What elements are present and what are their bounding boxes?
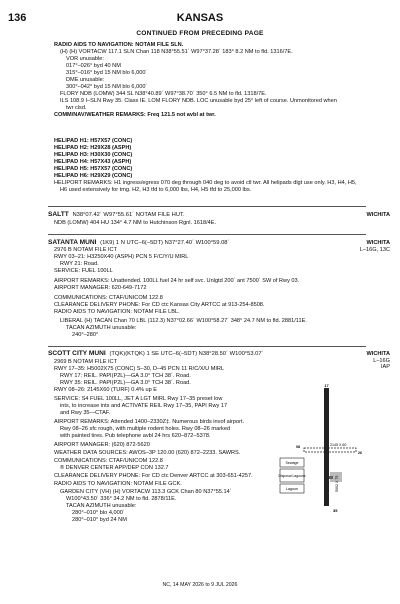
satanta-comm: COMMUNICATIONS: CTAF/UNICOM 122.8 (54, 295, 163, 301)
runway-17-35 (324, 388, 329, 506)
scott-manager: AIRPORT MANAGER: (620) 872-5620 (54, 442, 150, 448)
vor-unusable: VOR unusable: (66, 56, 104, 62)
legend-sewage: Sewage (285, 461, 299, 465)
legend-disposal: Disposal Lagoons (278, 474, 306, 478)
divider (48, 234, 366, 235)
scott-app-dep: ® DENVER CENTER APP/DEP CON 132.7 (60, 465, 169, 471)
satanta-manager: AIRPORT MANAGER: 620-649-7172 (54, 285, 147, 291)
satanta-tacan: LIBERAL (H) TACAN Chan 70 LBL (112.3) N37°02.66´ W100°58.27´ 348° 24.7 NM to fld. 2881/11E. (60, 318, 307, 324)
runway-08-26 (304, 448, 356, 452)
scott-vortac-2: W100°43.50´ 336° 34.2 NM to fld. 2878/11E. (66, 496, 177, 502)
vortac-line: (H) (H) VORTACW 117.1 SLN Chan 118 N38°55.51´ W97°37.28´ 183° 8.2 NM to fld. 1316/7E. (60, 49, 293, 55)
satanta-clearance: CLEARANCE DELIVERY PHONE: For CD ctc Kansas City ARTCC at 913-254-8508. (54, 302, 265, 308)
comm-remarks: COMM/NAV/WEATHER REMARKS: Freq 121.5 not avbl at twr. (54, 112, 216, 118)
scott-service-3: and Rwy 35—CTAF. (60, 410, 111, 416)
satanta-tacan-range: 240°–280° (72, 332, 99, 338)
divider (48, 206, 366, 207)
vor-unusable-2: 315°–016° byd 15 NM blo 6,000´ (66, 70, 148, 76)
scott-tacan-range-2: 280°–010° byd 24 NM (72, 517, 127, 523)
satanta-elev: 2976 B NOTAM FILE ICT (54, 247, 117, 253)
rwy-35-label: 35 (333, 508, 338, 513)
scott-comm: COMMUNICATIONS: CTAF/UNICOM 122.8 (54, 458, 163, 464)
saltt-name: SALTT N38°07.42´ W97°55.61´ NOTAM FILE HUT. (48, 211, 185, 218)
vor-unusable-1: 017°–026° byd 40 NM (66, 63, 121, 69)
scott-elev: 2969 B NOTAM FILE ICT (54, 359, 117, 365)
scott-service: SERVICE: S4 FUEL 100LL, JET A LGT MIRL Rwy 17–35 preset low (54, 396, 223, 402)
ndb-line: FLORY NDB (LOMW) 344 SL N38°40.89´ W97°38.70´ 350° 6.5 NM to fld. 1318/7E. (60, 91, 267, 97)
nav-aids-line: RADIO AIDS TO NAVIGATION: NOTAM FILE SLN. (54, 42, 184, 48)
heliport-remarks-cont: H6 used extensively for tmg. H2, H3 tfd to 6,000 lbs, H4, H5 tfd to 25,000 lbs. (60, 187, 252, 193)
airport-diagram (278, 384, 370, 514)
satanta-region: WICHITA L–16G, 13C (359, 240, 390, 253)
scott-remarks: AIRPORT REMARKS: Attended 1400–2330Z‡. Numerous birds invof airport. (54, 419, 245, 425)
helipad-h6: HELIPAD H6: H29X29 (CONC) (54, 173, 133, 179)
helipad-h3: HELIPAD H3: H30X30 (CONC) (54, 152, 133, 158)
ils-line: ILS 108.9 I–SLN Rwy 35. Class IE. LOM FLORY NDB. LOC unusable byd 25° left of course. Unmonitored when (60, 98, 337, 104)
satanta-service: SERVICE: FUEL 100LL (54, 268, 113, 274)
rwy-17-label: 17 (324, 384, 329, 388)
scott-region: WICHITA L–16G IAP (366, 351, 390, 371)
page-number: 136 (8, 12, 27, 24)
scott-nav: RADIO AIDS TO NAVIGATION: NOTAM FILE GCK. (54, 481, 182, 487)
satanta-name: SATANTA MUNI (1K9) 1 N UTC–6(–5DT) N37°27.40´ W100°59.08´ (48, 239, 230, 246)
scott-rwy0826: RWY 08–26: 2145X60 (TURF) 0.4% up E (54, 387, 158, 393)
scott-clearance: CLEARANCE DELIVERY PHONE: For CD ctc Denver ARTCC at 303-651-4257. (54, 473, 253, 479)
publication-footer: NC, 14 MAY 2026 to 9 JUL 2026 (162, 582, 238, 588)
continued-banner: CONTINUED FROM PRECEDING PAGE (136, 30, 264, 37)
scott-vortac: GARDEN CITY (VH) (H) VORTACW 113.3 GCK Chan 80 N37°55.14´ (60, 489, 232, 495)
satanta-remarks: AIRPORT REMARKS: Unattended. 100LL fuel 24 hr self svc. Unlgtd 200´ ant 7500´ SW of Rwy 03. (54, 278, 300, 284)
helipad-h1: HELIPAD H1: H57X57 (CONC) (54, 138, 133, 144)
helipad-h2: HELIPAD H2: H29X28 (ASPH) (54, 145, 132, 151)
runway-dims: 5002 X 75 (335, 475, 339, 492)
satanta-rwy: RWY 03–21: H3250X40 (ASPH) PCN 5 F/C/Y/U MIRL (54, 254, 189, 260)
heliport-remarks: HELIPORT REMARKS: H1 ingress/egress 070 deg through 040 deg to avoid ctl twr. All helipads dlgt use only. H3, H4, H5, (54, 180, 357, 186)
scott-tacan-range-1: 280°–010° blo 4,000´ (72, 510, 125, 516)
state-title: KANSAS (176, 12, 224, 24)
satanta-nav: RADIO AIDS TO NAVIGATION: NOTAM FILE LBL. (54, 309, 180, 315)
helipad-h5: HELIPAD H5: H57X57 (CONC) (54, 166, 133, 172)
scott-rwy35: RWY 35: REIL. PAPI(P2L)—GA 3.0° TCH 38´. Road. (60, 380, 191, 386)
scott-tacan-unusable: TACAN AZIMUTH unusable: (66, 503, 137, 509)
rwy-26-label: 26 (358, 451, 362, 455)
legend-lagoon: Lagoon (286, 487, 298, 491)
ils-line-cont: twr clsd. (66, 105, 87, 111)
helipad-h4: HELIPAD H4: H57X43 (ASPH) (54, 159, 132, 165)
saltt-region: WICHITA (366, 212, 390, 218)
divider (48, 346, 366, 347)
rwy-08-label: 08 (296, 445, 300, 449)
scott-weather: WEATHER DATA SOURCES: AWOS–3P 120.00 (620) 872–2233. SAWRS. (54, 450, 241, 456)
satanta-rwy21: RWY 21: Road. (60, 261, 99, 267)
scott-rwy17: RWY 17: REIL. PAPI(P2L)—GA 3.0° TCH 38´. Road. (60, 373, 191, 379)
dme-unusable-1: 300°–042° byd 15 NM blo 6,000´ (66, 84, 148, 90)
turf-dims: 2145 X 60 (330, 443, 347, 447)
satanta-tacan-unusable: TACAN AZIMUTH unusable: (66, 325, 137, 331)
scott-remarks-2: Rwy 08–26 sfc rough, with multiple rodent holes. Rwy 08–26 marked (60, 426, 231, 432)
scott-rwy: RWY 17–35: H5002X75 (CONC) S–30, D–45 PCN 11 R/C/X/U MIRL (54, 366, 225, 372)
scott-name: SCOTT CITY MUNI (TQK)(KTQK) 1 SE UTC–6(–5DT) N38°28.50´ W100°53.07´ (48, 350, 264, 357)
scott-remarks-3: with painted tires. Pub telephone avbl 24 hrs 620–872–5378. (60, 433, 211, 439)
saltt-ndb: NDB (LOMW) 404 HU 134° 4.7 NM to Hutchinson Rgnl. 1618/4E. (54, 220, 217, 226)
dme-unusable: DME unusable: (66, 77, 105, 83)
taxiway (329, 476, 333, 479)
scott-service-2: ints, to increase ints and ACTIVATE REIL Rwy 17–35, PAPI Rwy 17 (60, 403, 228, 409)
